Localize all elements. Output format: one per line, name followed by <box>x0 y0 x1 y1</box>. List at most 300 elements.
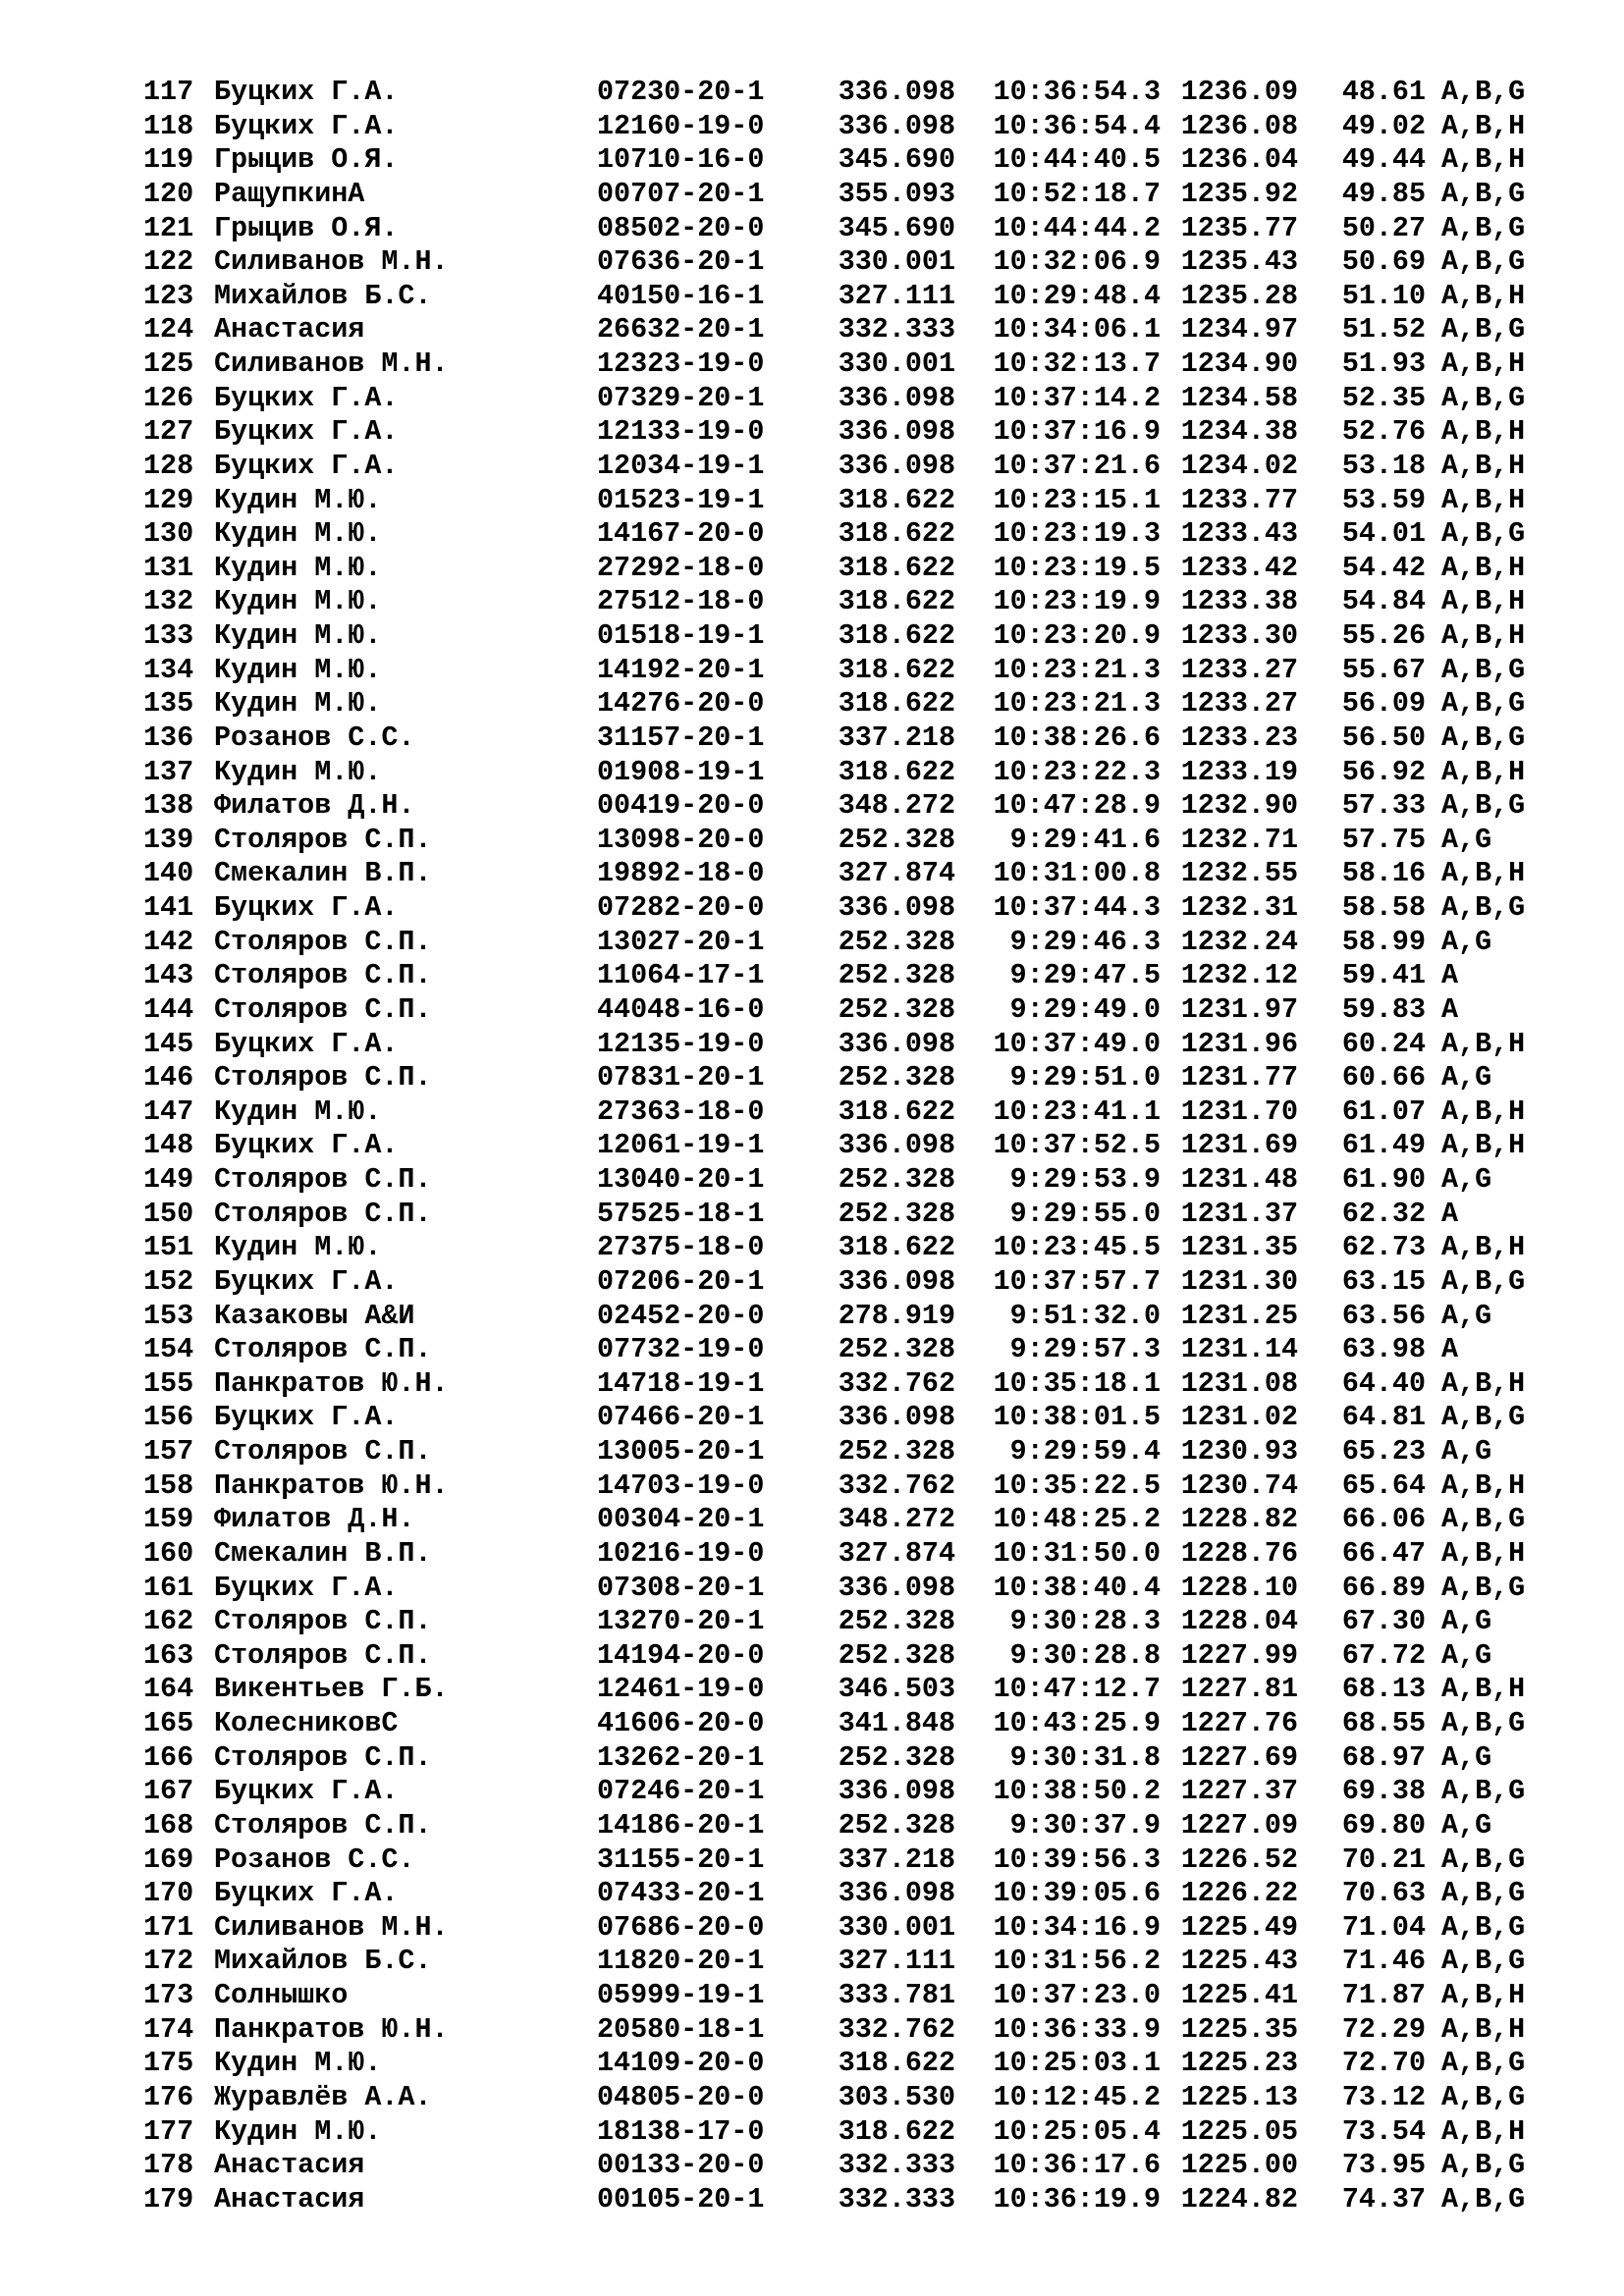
ring-number: 07206-20-1 <box>597 1264 765 1298</box>
ring-number: 40150-16-1 <box>597 279 765 312</box>
table-row <box>143 891 1557 926</box>
points: 65.23 <box>1341 1435 1426 1468</box>
table-row <box>143 313 1557 347</box>
groups: A,B,G <box>1441 2182 1526 2216</box>
fancier-name: Грыцив О.Я. <box>214 211 399 244</box>
arrival-time: 10:35:22.5 <box>993 1468 1161 1502</box>
ring-number: 00419-20-0 <box>597 789 765 823</box>
groups: A,B,G <box>1441 1945 1526 1978</box>
row-number: 121 <box>143 211 194 244</box>
ring-number: 12461-19-0 <box>597 1673 765 1706</box>
speed: 1232.90 <box>1180 789 1298 823</box>
points: 50.69 <box>1341 245 1426 279</box>
distance: 318.622 <box>838 1231 955 1264</box>
arrival-time: 10:23:21.3 <box>993 653 1161 686</box>
row-number: 148 <box>143 1129 194 1162</box>
table-row <box>143 1198 1557 1232</box>
groups: A,B,H <box>1441 109 1526 142</box>
table-row <box>143 347 1557 382</box>
speed: 1235.92 <box>1180 177 1298 210</box>
groups: A,G <box>1441 1435 1492 1468</box>
row-number: 119 <box>143 143 194 177</box>
ring-number: 14194-20-0 <box>597 1638 765 1672</box>
points: 51.10 <box>1341 279 1426 312</box>
arrival-time: 10:34:16.9 <box>993 1910 1161 1944</box>
points: 58.99 <box>1341 925 1426 958</box>
distance: 345.690 <box>838 143 955 177</box>
row-number: 125 <box>143 347 194 380</box>
speed: 1225.35 <box>1180 2012 1298 2046</box>
fancier-name: Столяров С.П. <box>214 925 432 958</box>
arrival-time: 10:35:18.1 <box>993 1366 1161 1400</box>
distance: 327.111 <box>838 279 955 312</box>
speed: 1231.02 <box>1180 1401 1298 1434</box>
row-number: 129 <box>143 483 194 516</box>
groups: A,B,G <box>1441 313 1526 347</box>
speed: 1226.52 <box>1180 1842 1298 1876</box>
arrival-time: 10:37:16.9 <box>993 415 1161 449</box>
points: 72.29 <box>1341 2012 1426 2046</box>
points: 57.75 <box>1341 823 1426 856</box>
points: 62.73 <box>1341 1231 1426 1264</box>
distance: 337.218 <box>838 721 955 754</box>
distance: 355.093 <box>838 177 955 210</box>
groups: A,B,H <box>1441 1231 1526 1264</box>
fancier-name: Анастасия <box>214 2149 365 2182</box>
arrival-time: 10:23:21.3 <box>993 687 1161 721</box>
fancier-name: Кудин М.Ю. <box>214 619 382 652</box>
arrival-time: 10:29:48.4 <box>993 279 1161 312</box>
ring-number: 27363-18-0 <box>597 1095 765 1128</box>
table-row <box>143 2013 1557 2048</box>
table-row <box>143 1095 1557 1130</box>
row-number: 172 <box>143 1945 194 1978</box>
distance: 252.328 <box>838 1638 955 1672</box>
speed: 1233.27 <box>1180 653 1298 686</box>
ring-number: 14109-20-0 <box>597 2047 765 2080</box>
points: 68.13 <box>1341 1673 1426 1706</box>
distance: 252.328 <box>838 1197 955 1230</box>
arrival-time: 10:48:25.2 <box>993 1503 1161 1536</box>
ring-number: 14186-20-1 <box>597 1808 765 1842</box>
speed: 1234.38 <box>1180 415 1298 449</box>
table-row <box>143 1061 1557 1095</box>
distance: 303.530 <box>838 2080 955 2113</box>
row-number: 130 <box>143 517 194 551</box>
row-number: 127 <box>143 415 194 449</box>
groups: A,B,H <box>1441 1673 1526 1706</box>
groups: A,B,G <box>1441 721 1526 754</box>
distance: 318.622 <box>838 551 955 584</box>
speed: 1231.96 <box>1180 1027 1298 1060</box>
speed: 1227.69 <box>1180 1740 1298 1774</box>
ring-number: 07686-20-0 <box>597 1910 765 1944</box>
distance: 327.874 <box>838 1536 955 1570</box>
row-number: 153 <box>143 1299 194 1332</box>
ring-number: 00133-20-0 <box>597 2149 765 2182</box>
fancier-name: Буцких Г.А. <box>214 76 399 108</box>
distance: 336.098 <box>838 1129 955 1162</box>
points: 68.55 <box>1341 1707 1426 1739</box>
distance: 332.333 <box>838 2182 955 2216</box>
row-number: 151 <box>143 1231 194 1264</box>
ring-number: 01523-19-1 <box>597 483 765 516</box>
ring-number: 27375-18-0 <box>597 1231 765 1264</box>
table-row <box>143 1741 1557 1776</box>
arrival-time: 10:38:50.2 <box>993 1775 1161 1808</box>
fancier-name: Буцких Г.А. <box>214 415 399 449</box>
table-row <box>143 1265 1557 1300</box>
points: 69.80 <box>1341 1808 1426 1842</box>
arrival-time: 10:25:03.1 <box>993 2047 1161 2080</box>
fancier-name: Кудин М.Ю. <box>214 653 382 686</box>
distance: 327.111 <box>838 1945 955 1978</box>
speed: 1231.70 <box>1180 1095 1298 1128</box>
fancier-name: Столяров С.П. <box>214 1061 432 1095</box>
row-number: 117 <box>143 76 194 108</box>
groups: A,G <box>1441 1163 1492 1196</box>
row-number: 165 <box>143 1707 194 1739</box>
row-number: 135 <box>143 687 194 721</box>
fancier-name: РащупкинА <box>214 177 365 210</box>
distance: 252.328 <box>838 925 955 958</box>
arrival-time: 10:36:54.4 <box>993 109 1161 142</box>
distance: 336.098 <box>838 109 955 142</box>
speed: 1231.48 <box>1180 1163 1298 1196</box>
row-number: 158 <box>143 1468 194 1502</box>
fancier-name: Буцких Г.А. <box>214 1775 399 1808</box>
arrival-time: 10:23:20.9 <box>993 619 1161 652</box>
speed: 1236.08 <box>1180 109 1298 142</box>
fancier-name: Солнышко <box>214 1979 349 2011</box>
groups: A,B,H <box>1441 2114 1526 2148</box>
distance: 336.098 <box>838 1571 955 1604</box>
groups: A,B,G <box>1441 1877 1526 1910</box>
row-number: 147 <box>143 1095 194 1128</box>
table-row <box>143 585 1557 619</box>
table-row <box>143 2081 1557 2115</box>
arrival-time: 10:39:05.6 <box>993 1877 1161 1910</box>
fancier-name: Анастасия <box>214 2182 365 2216</box>
groups: A,G <box>1441 1299 1492 1332</box>
table-row <box>143 2183 1557 2217</box>
fancier-name: Столяров С.П. <box>214 823 432 856</box>
fancier-name: Столяров С.П. <box>214 1638 432 1672</box>
fancier-name: Буцких Г.А. <box>214 1877 399 1910</box>
points: 48.61 <box>1341 76 1426 108</box>
speed: 1231.69 <box>1180 1129 1298 1162</box>
results-table <box>143 76 1557 2216</box>
groups: A,G <box>1441 1638 1492 1672</box>
points: 71.46 <box>1341 1945 1426 1978</box>
ring-number: 07246-20-1 <box>597 1775 765 1808</box>
ring-number: 04805-20-0 <box>597 2080 765 2113</box>
row-number: 124 <box>143 313 194 347</box>
fancier-name: Журавлёв А.А. <box>214 2080 432 2113</box>
groups: A,B,H <box>1441 415 1526 449</box>
ring-number: 07282-20-0 <box>597 891 765 924</box>
groups: A,B,H <box>1441 143 1526 177</box>
fancier-name: Буцких Г.А. <box>214 1264 399 1298</box>
speed: 1233.27 <box>1180 687 1298 721</box>
row-number: 154 <box>143 1333 194 1366</box>
distance: 336.098 <box>838 1775 955 1808</box>
arrival-time: 10:37:21.6 <box>993 449 1161 482</box>
speed: 1225.00 <box>1180 2149 1298 2182</box>
row-number: 170 <box>143 1877 194 1910</box>
arrival-time: 10:47:28.9 <box>993 789 1161 823</box>
table-row <box>143 110 1557 144</box>
table-row <box>143 1979 1557 2013</box>
speed: 1234.02 <box>1180 449 1298 482</box>
ring-number: 07433-20-1 <box>597 1877 765 1910</box>
distance: 336.098 <box>838 381 955 414</box>
row-number: 118 <box>143 109 194 142</box>
ring-number: 44048-16-0 <box>597 992 765 1026</box>
speed: 1231.77 <box>1180 1061 1298 1095</box>
fancier-name: Буцких Г.А. <box>214 1129 399 1162</box>
table-row <box>143 1231 1557 1265</box>
table-row <box>143 687 1557 721</box>
points: 64.81 <box>1341 1401 1426 1434</box>
fancier-name: Столяров С.П. <box>214 959 432 992</box>
arrival-time: 10:23:19.9 <box>993 585 1161 618</box>
row-number: 136 <box>143 721 194 754</box>
groups: A,B,H <box>1441 1536 1526 1570</box>
groups: A,B,G <box>1441 177 1526 210</box>
points: 60.66 <box>1341 1061 1426 1095</box>
row-number: 132 <box>143 585 194 618</box>
groups: A,B,G <box>1441 789 1526 823</box>
row-number: 126 <box>143 381 194 414</box>
fancier-name: Панкратов Ю.Н. <box>214 1366 449 1400</box>
table-row <box>143 484 1557 518</box>
ring-number: 27512-18-0 <box>597 585 765 618</box>
distance: 330.001 <box>838 245 955 279</box>
table-row <box>143 1673 1557 1707</box>
arrival-time: 10:31:00.8 <box>993 857 1161 890</box>
row-number: 163 <box>143 1638 194 1672</box>
distance: 252.328 <box>838 823 955 856</box>
ring-number: 41606-20-0 <box>597 1707 765 1739</box>
speed: 1235.28 <box>1180 279 1298 312</box>
groups: A <box>1441 992 1459 1026</box>
distance: 318.622 <box>838 619 955 652</box>
fancier-name: Столяров С.П. <box>214 1808 432 1842</box>
row-number: 175 <box>143 2047 194 2080</box>
speed: 1226.22 <box>1180 1877 1298 1910</box>
ring-number: 00304-20-1 <box>597 1503 765 1536</box>
fancier-name: Кудин М.Ю. <box>214 1095 382 1128</box>
groups: A,B,G <box>1441 381 1526 414</box>
distance: 336.098 <box>838 1401 955 1434</box>
table-row <box>143 1163 1557 1198</box>
distance: 252.328 <box>838 1435 955 1468</box>
points: 61.90 <box>1341 1163 1426 1196</box>
distance: 330.001 <box>838 347 955 380</box>
arrival-time: 10:23:41.1 <box>993 1095 1161 1128</box>
speed: 1231.37 <box>1180 1197 1298 1230</box>
groups: A,B,H <box>1441 1095 1526 1128</box>
ring-number: 11064-17-1 <box>597 959 765 992</box>
distance: 336.098 <box>838 76 955 108</box>
ring-number: 14718-19-1 <box>597 1366 765 1400</box>
groups: A,B,G <box>1441 1707 1526 1739</box>
speed: 1233.38 <box>1180 585 1298 618</box>
row-number: 156 <box>143 1401 194 1434</box>
groups: A,B,H <box>1441 1979 1526 2011</box>
ring-number: 00707-20-1 <box>597 177 765 210</box>
speed: 1232.71 <box>1180 823 1298 856</box>
table-row <box>143 1503 1557 1537</box>
row-number: 171 <box>143 1910 194 1944</box>
arrival-time: 9:29:53.9 <box>1009 1163 1161 1196</box>
points: 54.84 <box>1341 585 1426 618</box>
fancier-name: Столяров С.П. <box>214 1197 432 1230</box>
groups: A <box>1441 1197 1459 1230</box>
table-row <box>143 721 1557 756</box>
groups: A,B,G <box>1441 653 1526 686</box>
points: 74.37 <box>1341 2182 1426 2216</box>
points: 52.35 <box>1341 381 1426 414</box>
ring-number: 07636-20-1 <box>597 245 765 279</box>
arrival-time: 10:32:06.9 <box>993 245 1161 279</box>
groups: A,B,H <box>1441 585 1526 618</box>
fancier-name: Буцких Г.А. <box>214 381 399 414</box>
points: 67.72 <box>1341 1638 1426 1672</box>
ring-number: 07466-20-1 <box>597 1401 765 1434</box>
speed: 1225.43 <box>1180 1945 1298 1978</box>
arrival-time: 10:38:26.6 <box>993 721 1161 754</box>
arrival-time: 10:37:52.5 <box>993 1129 1161 1162</box>
speed: 1227.99 <box>1180 1638 1298 1672</box>
distance: 318.622 <box>838 1095 955 1128</box>
distance: 252.328 <box>838 1740 955 1774</box>
speed: 1230.74 <box>1180 1468 1298 1502</box>
points: 52.76 <box>1341 415 1426 449</box>
ring-number: 57525-18-1 <box>597 1197 765 1230</box>
speed: 1228.04 <box>1180 1605 1298 1638</box>
distance: 348.272 <box>838 789 955 823</box>
distance: 318.622 <box>838 2047 955 2080</box>
ring-number: 13262-20-1 <box>597 1740 765 1774</box>
groups: A,B,H <box>1441 279 1526 312</box>
table-row <box>143 2115 1557 2150</box>
row-number: 167 <box>143 1775 194 1808</box>
ring-number: 12135-19-0 <box>597 1027 765 1060</box>
ring-number: 07732-19-0 <box>597 1333 765 1366</box>
fancier-name: КолесниковС <box>214 1707 399 1739</box>
speed: 1233.23 <box>1180 721 1298 754</box>
ring-number: 08502-20-0 <box>597 211 765 244</box>
arrival-time: 9:29:55.0 <box>1009 1197 1161 1230</box>
speed: 1233.43 <box>1180 517 1298 551</box>
speed: 1233.42 <box>1180 551 1298 584</box>
points: 65.64 <box>1341 1468 1426 1502</box>
fancier-name: Филатов Д.Н. <box>214 1503 415 1536</box>
fancier-name: Смекалин В.П. <box>214 857 432 890</box>
speed: 1233.77 <box>1180 483 1298 516</box>
table-row <box>143 552 1557 586</box>
distance: 337.218 <box>838 1842 955 1876</box>
points: 66.89 <box>1341 1571 1426 1604</box>
fancier-name: Кудин М.Ю. <box>214 2047 382 2080</box>
distance: 333.781 <box>838 1979 955 2011</box>
arrival-time: 9:30:37.9 <box>1009 1808 1161 1842</box>
groups: A,B,H <box>1441 619 1526 652</box>
row-number: 144 <box>143 992 194 1026</box>
ring-number: 13098-20-0 <box>597 823 765 856</box>
distance: 318.622 <box>838 517 955 551</box>
distance: 252.328 <box>838 1605 955 1638</box>
arrival-time: 10:23:45.5 <box>993 1231 1161 1264</box>
arrival-time: 9:51:32.0 <box>1009 1299 1161 1332</box>
ring-number: 13040-20-1 <box>597 1163 765 1196</box>
ring-number: 27292-18-0 <box>597 551 765 584</box>
fancier-name: Панкратов Ю.Н. <box>214 2012 449 2046</box>
table-row <box>143 926 1557 960</box>
row-number: 166 <box>143 1740 194 1774</box>
fancier-name: Кудин М.Ю. <box>214 517 382 551</box>
row-number: 178 <box>143 2149 194 2182</box>
table-row <box>143 2149 1557 2183</box>
table-row <box>143 1401 1557 1435</box>
points: 56.92 <box>1341 755 1426 788</box>
table-row <box>143 450 1557 484</box>
ring-number: 07308-20-1 <box>597 1571 765 1604</box>
distance: 252.328 <box>838 1163 955 1196</box>
fancier-name: Столяров С.П. <box>214 1333 432 1366</box>
fancier-name: Столяров С.П. <box>214 1740 432 1774</box>
fancier-name: Столяров С.П. <box>214 992 432 1026</box>
points: 62.32 <box>1341 1197 1426 1230</box>
groups: A,B,G <box>1441 687 1526 721</box>
ring-number: 01518-19-1 <box>597 619 765 652</box>
ring-number: 10216-19-0 <box>597 1536 765 1570</box>
speed: 1231.97 <box>1180 992 1298 1026</box>
points: 54.01 <box>1341 517 1426 551</box>
speed: 1235.43 <box>1180 245 1298 279</box>
distance: 252.328 <box>838 1333 955 1366</box>
arrival-time: 9:29:47.5 <box>1009 959 1161 992</box>
speed: 1232.55 <box>1180 857 1298 890</box>
points: 58.16 <box>1341 857 1426 890</box>
arrival-time: 10:37:57.7 <box>993 1264 1161 1298</box>
table-row <box>143 1537 1557 1572</box>
groups: A,B,G <box>1441 211 1526 244</box>
groups: A,B,G <box>1441 1775 1526 1808</box>
speed: 1225.23 <box>1180 2047 1298 2080</box>
groups: A,B,G <box>1441 2047 1526 2080</box>
groups: A,B,H <box>1441 1366 1526 1400</box>
ring-number: 12034-19-1 <box>597 449 765 482</box>
speed: 1231.08 <box>1180 1366 1298 1400</box>
groups: A,B,H <box>1441 2012 1526 2046</box>
ring-number: 10710-16-0 <box>597 143 765 177</box>
speed: 1234.90 <box>1180 347 1298 380</box>
fancier-name: Силиванов М.Н. <box>214 1910 449 1944</box>
points: 67.30 <box>1341 1605 1426 1638</box>
fancier-name: Буцких Г.А. <box>214 891 399 924</box>
distance: 341.848 <box>838 1707 955 1739</box>
fancier-name: Буцких Г.А. <box>214 1401 399 1434</box>
distance: 252.328 <box>838 959 955 992</box>
fancier-name: Смекалин В.П. <box>214 1536 432 1570</box>
row-number: 160 <box>143 1536 194 1570</box>
fancier-name: Кудин М.Ю. <box>214 551 382 584</box>
table-row <box>143 1333 1557 1367</box>
distance: 332.333 <box>838 313 955 347</box>
